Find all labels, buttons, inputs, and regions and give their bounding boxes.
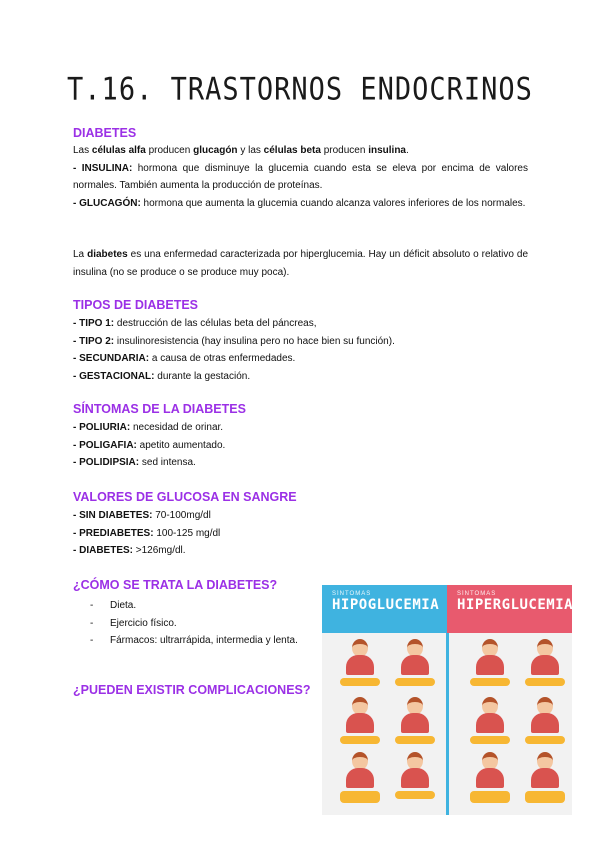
symptom-tag — [395, 678, 435, 686]
woman-illustration-icon — [397, 695, 433, 735]
list-item: - POLIURIA: necesidad de orinar. — [73, 422, 224, 433]
woman-illustration-icon — [397, 637, 433, 677]
woman-illustration-icon — [527, 750, 563, 790]
glucagon-definition: - GLUCAGÓN: hormona que aumenta la glucemia cuando alcanza valores inferiores de los normales. — [73, 197, 526, 209]
trata-heading: ¿CÓMO SE TRATA LA DIABETES? — [73, 578, 278, 592]
symptom-tag — [340, 678, 380, 686]
list-item: - Fármacos: ultrarrápida, intermedia y lenta. — [90, 635, 298, 646]
list-item: - TIPO 1: destrucción de las células beta del páncreas, — [73, 318, 317, 329]
woman-illustration-icon — [472, 750, 508, 790]
page-title: T.16. TRASTORNOS ENDOCRINOS — [67, 71, 533, 108]
woman-illustration-icon — [527, 637, 563, 677]
diabetes-definition: La diabetes es una enfermedad caracterizada por hiperglucemia. Hay un déficit absoluto o relativo de insulina (no se produce o se produce muy poca). — [73, 249, 529, 278]
symptom-tag — [525, 736, 565, 744]
list-item: - POLIGAFIA: apetito aumentado. — [73, 439, 226, 451]
symptoms-infographic — [322, 585, 572, 815]
list-item: - GESTACIONAL: durante la gestación. — [73, 370, 251, 382]
complicaciones-heading: ¿PUEDEN EXISTIR COMPLICACIONES? — [73, 683, 311, 697]
symptom-tag — [395, 791, 435, 799]
diabetes-paragraph — [73, 142, 528, 212]
list-item: - Ejercicio físico. — [90, 617, 177, 629]
woman-illustration-icon — [342, 750, 378, 790]
woman-illustration-icon — [527, 695, 563, 735]
trata-list — [90, 597, 315, 650]
symptom-tag — [470, 736, 510, 744]
list-item: - SIN DIABETES: 70-100mg/dl — [73, 510, 211, 521]
symptom-tag — [340, 736, 380, 744]
panel-divider — [446, 633, 449, 815]
woman-illustration-icon — [342, 695, 378, 735]
tipos-list — [73, 315, 528, 385]
list-item: - TIPO 2: insulinoresistencia (hay insulina pero no hace bien su función). — [73, 335, 395, 347]
sintomas-list — [73, 419, 528, 472]
symptom-tag — [470, 678, 510, 686]
valores-heading: VALORES DE GLUCOSA EN SANGRE — [73, 490, 297, 504]
hipoglucemia-header: SÍNTOMAS HIPOGLUCEMIA — [322, 585, 447, 633]
symptom-tag — [525, 791, 565, 803]
insulina-definition: - INSULINA: hormona que disminuye la glucemia cuando esta se eleva por encima de valores normales. También aumenta la producción de proteínas. — [73, 162, 528, 191]
list-item: - PREDIABETES: 100-125 mg/dl — [73, 527, 221, 539]
list-item: - DIABETES: >126mg/dl. — [73, 545, 186, 556]
symptom-tag — [395, 736, 435, 744]
woman-illustration-icon — [397, 750, 433, 790]
hiperglucemia-header: SÍNTOMAS HIPERGLUCEMIA — [447, 585, 572, 633]
list-item: - Dieta. — [90, 600, 137, 611]
symptom-tag — [525, 678, 565, 686]
woman-illustration-icon — [342, 637, 378, 677]
tipos-heading: TIPOS DE DIABETES — [73, 298, 199, 312]
woman-illustration-icon — [472, 695, 508, 735]
sintomas-heading: SÍNTOMAS DE LA DIABETES — [73, 402, 246, 416]
valores-list — [73, 507, 528, 560]
symptom-tag — [470, 791, 510, 803]
list-item: - SECUNDARIA: a causa de otras enfermedades. — [73, 353, 296, 364]
woman-illustration-icon — [472, 637, 508, 677]
diabetes-heading: DIABETES — [73, 126, 137, 140]
list-item: - POLIDIPSIA: sed intensa. — [73, 457, 196, 468]
diabetes-cells-line: Las células alfa producen glucagón y las células beta producen insulina. — [73, 145, 409, 156]
symptom-tag — [340, 791, 380, 803]
